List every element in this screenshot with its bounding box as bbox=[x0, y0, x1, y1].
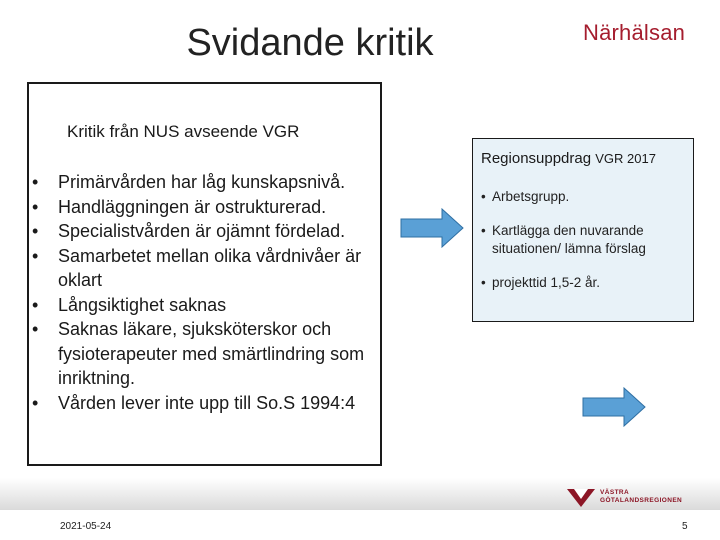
list-item: • Vården lever inte upp till So.S 1994:4 bbox=[30, 391, 380, 416]
list-item: • Saknas läkare, sjuksköterskor och fysioterapeuter med smärtlindring som inriktning. bbox=[30, 317, 380, 391]
slide-title: Svidande kritik bbox=[186, 22, 434, 64]
arrow-right-icon bbox=[582, 387, 646, 427]
vgr-emblem-icon bbox=[566, 486, 596, 508]
list-item: • projekttid 1,5-2 år. bbox=[478, 274, 690, 292]
right-panel-heading bbox=[481, 150, 656, 167]
left-bullet-list bbox=[30, 170, 380, 415]
vgr-logo-text: VÄSTRA GÖTALANDSREGIONEN bbox=[600, 489, 683, 504]
vgr-logo bbox=[566, 486, 682, 508]
right-panel-heading-main: Regionsuppdrag bbox=[481, 150, 592, 167]
list-item: • Specialistvården är ojämnt fördelad. bbox=[30, 219, 380, 244]
list-item: • Arbetsgrupp. bbox=[478, 188, 690, 206]
list-item: • Handläggningen är ostrukturerad. bbox=[30, 195, 380, 220]
left-panel-heading: Kritik från NUS avseende VGR bbox=[67, 122, 300, 141]
right-panel-heading-sub: VGR 2017 bbox=[595, 151, 656, 166]
page-number: 5 bbox=[682, 521, 688, 532]
right-bullet-list bbox=[478, 188, 690, 308]
list-item: • Samarbetet mellan olika vårdnivåer är oklart bbox=[30, 244, 380, 293]
list-item: • Primärvården har låg kunskapsnivå. bbox=[30, 170, 380, 195]
list-item: • Långsiktighet saknas bbox=[30, 293, 380, 318]
arrow-right-icon bbox=[400, 208, 464, 248]
slide-date: 2021-05-24 bbox=[60, 521, 112, 532]
list-item: • Kartlägga den nuvarande situationen/ lämna förslag bbox=[478, 222, 690, 258]
narhalsan-logo: Närhälsan bbox=[583, 20, 686, 45]
